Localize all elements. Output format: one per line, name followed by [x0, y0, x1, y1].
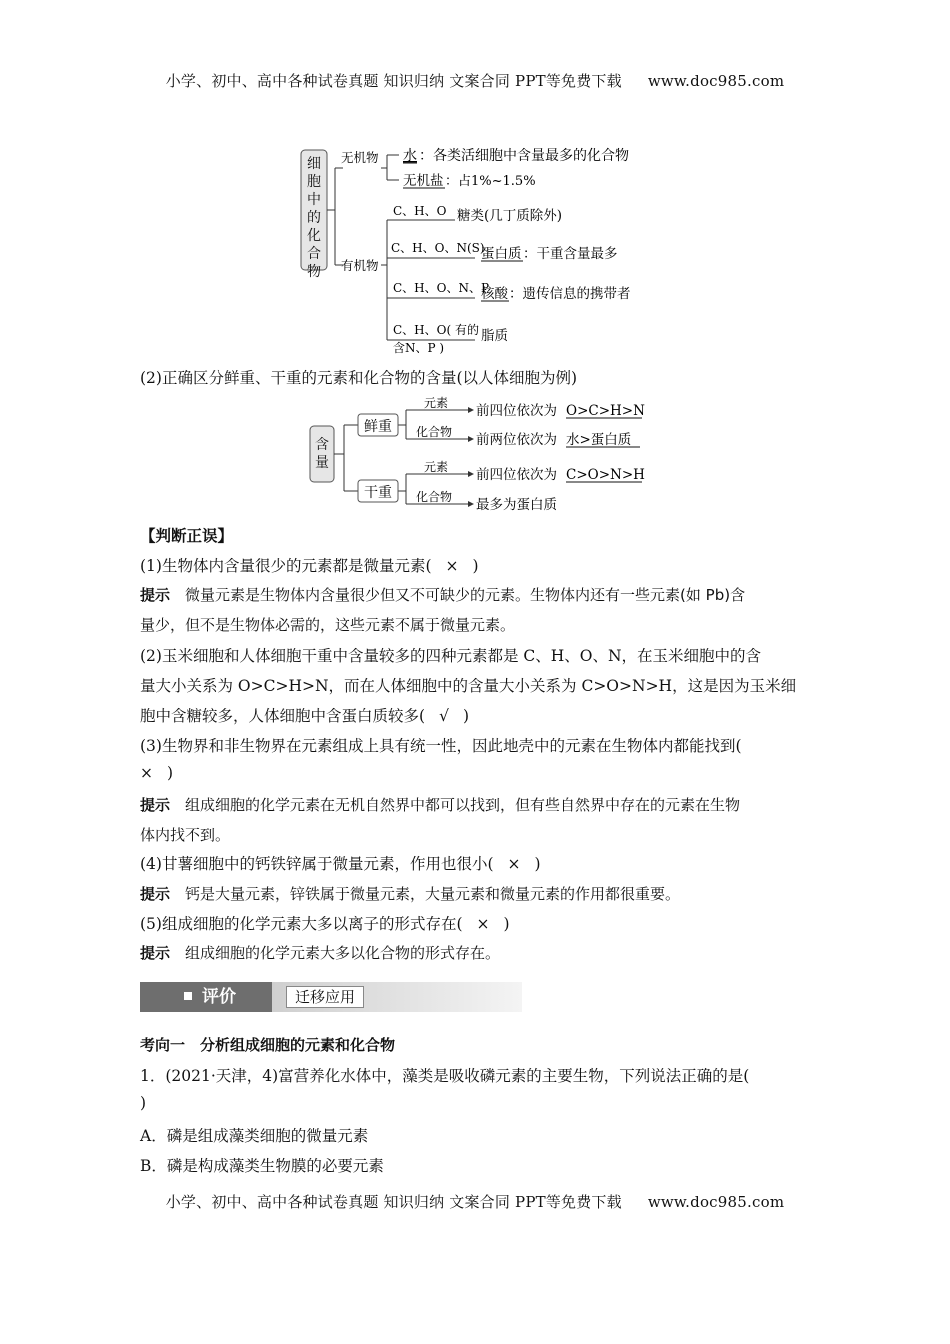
- q4-text: (4)甘薯细胞中的钙铁锌属于微量元素，作用也很小(: [140, 855, 494, 873]
- footer-site: www.doc985.com: [647, 1193, 785, 1211]
- el-nucleic: C、H、O、N、P: [393, 281, 490, 295]
- salt-desc: ：占1%~1.5%: [445, 174, 536, 189]
- compound-diagram: [295, 140, 675, 360]
- hint-5: [140, 942, 820, 963]
- hint-label-1: 提示: [140, 586, 171, 604]
- water-label: 水: [403, 148, 417, 164]
- item-protein: 蛋白质: [481, 246, 522, 262]
- hint-1a: [140, 584, 820, 605]
- judge-q4: (4)甘薯细胞中的钙铁锌属于微量元素，作用也很小( × ): [140, 855, 541, 873]
- hint-label-5: 提示: [140, 944, 171, 962]
- fresh-compound-text: 前两位依次为: [476, 432, 557, 448]
- dry-element-value: C>O>N>H: [566, 467, 645, 483]
- content-diagram: [308, 394, 648, 514]
- option-a: A．磷是组成藻类细胞的微量元素: [140, 1127, 369, 1145]
- fresh-compound-label: 化合物: [416, 425, 453, 439]
- el-lipid-b: 含N、P ): [393, 341, 445, 355]
- salt-label: 无机盐: [403, 173, 444, 189]
- protein-desc: ：干重含量最多: [523, 246, 618, 262]
- q2-mark: √: [439, 707, 449, 725]
- square-icon: [184, 992, 192, 1000]
- section-banner: [140, 982, 522, 1012]
- content-root-label: 含量: [315, 437, 329, 471]
- q1-text: (1)生物体内含量很少的元素都是微量元素(: [140, 557, 432, 575]
- page-header: [0, 70, 950, 91]
- hint-5-text: 组成细胞的化学元素大多以化合物的形式存在。: [185, 944, 501, 962]
- compound-root-label: 细胞中的化合物: [307, 156, 321, 280]
- fresh-element-text: 前四位依次为: [476, 403, 557, 419]
- item-carb: 糖类(几丁质除外): [457, 208, 563, 224]
- inorganic-label: 无机物: [341, 150, 379, 165]
- hint-4-text: 钙是大量元素，锌铁属于微量元素，大量元素和微量元素的作用都很重要。: [185, 885, 681, 903]
- item-nucleic: 核酸: [481, 286, 508, 302]
- footer-text: 小学、初中、高中各种试卷真题 知识归纳 文案合同 PPT等免费下载: [165, 1193, 622, 1211]
- fresh-compound-value: 水>蛋白质: [566, 432, 632, 448]
- hint-label-3: 提示: [140, 796, 171, 814]
- header-site: www.doc985.com: [647, 72, 785, 90]
- exam-direction: 考向一 分析组成细胞的元素和化合物: [140, 1036, 396, 1054]
- el-carb: C、H、O: [393, 204, 447, 218]
- q4-mark: ×: [507, 855, 521, 873]
- q2-text: 胞中含糖较多，人体细胞中含蛋白质较多(: [140, 707, 426, 725]
- el-protein: C、H、O、N(S): [391, 241, 485, 255]
- hint-3a-text: 组成细胞的化学元素在无机自然界中都可以找到，但有些自然界中存在的元素在生物: [185, 796, 741, 814]
- hint-1b: 量少，但不是生物体必需的，这些元素不属于微量元素。: [140, 616, 516, 634]
- fresh-element-label: 元素: [424, 396, 449, 410]
- fresh-weight-label: 鲜重: [364, 419, 392, 435]
- hint-4: [140, 883, 820, 904]
- option-b: B．磷是构成藻类生物膜的必要元素: [140, 1157, 384, 1175]
- q3-mark: ×: [140, 764, 153, 782]
- judge-q1: (1)生物体内含量很少的元素都是微量元素( × ): [140, 557, 479, 575]
- hint-label-4: 提示: [140, 885, 171, 903]
- q1-mark: ×: [445, 557, 459, 575]
- section2-title: (2)正确区分鲜重、干重的元素和化合物的含量(以人体细胞为例): [140, 369, 578, 387]
- hint-3a: [140, 794, 820, 815]
- judge-q2b: 量大小关系为 O>C>H>N，而在人体细胞中的含量大小关系为 C>O>N>H，这是因为玉米细: [140, 677, 797, 695]
- el-lipid-a: C、H、O( 有的: [393, 323, 479, 337]
- content-root-box: [310, 426, 334, 482]
- water-desc: ：各类活细胞中含量最多的化合物: [419, 148, 629, 164]
- judge-heading: 【判断正误】: [140, 526, 234, 545]
- judge-q3b: × ): [140, 764, 174, 782]
- dry-element-label: 元素: [424, 460, 449, 474]
- header-text: 小学、初中、高中各种试卷真题 知识归纳 文案合同 PPT等免费下载: [165, 72, 622, 90]
- q5-text: (5)组成细胞的化学元素大多以离子的形式存在(: [140, 915, 463, 933]
- judge-q2c: 胞中含糖较多，人体细胞中含蛋白质较多( √ ): [140, 707, 470, 725]
- fresh-element-value: O>C>H>N: [566, 403, 645, 419]
- dry-compound-label: 化合物: [416, 490, 453, 504]
- banner-right-label: 迁移应用: [286, 986, 364, 1008]
- hint-3b: 体内找不到。: [140, 826, 231, 844]
- dry-element-text: 前四位依次为: [476, 467, 557, 483]
- nucleic-desc: ：遗传信息的携带者: [509, 286, 631, 302]
- organic-label: 有机物: [341, 258, 379, 273]
- exam-q1b: ): [140, 1094, 147, 1112]
- exam-q1a: 1．(2021·天津，4)富营养化水体中，藻类是吸收磷元素的主要生物，下列说法正确的是(: [140, 1067, 750, 1085]
- banner-dark: [140, 982, 272, 1012]
- judge-q3a: (3)生物界和非生物界在元素组成上具有统一性，因此地壳中的元素在生物体内都能找到(: [140, 737, 742, 755]
- dry-weight-label: 干重: [364, 485, 392, 501]
- judge-q5: (5)组成细胞的化学元素大多以离子的形式存在( × ): [140, 915, 510, 933]
- item-lipid: 脂质: [481, 328, 508, 344]
- q5-mark: ×: [476, 915, 490, 933]
- dry-compound-text: 最多为蛋白质: [476, 497, 557, 513]
- page-footer: [0, 1191, 950, 1212]
- hint-1a-text: 微量元素是生物体内含量很少但又不可缺少的元素。生物体内还有一些元素(如 Pb)含: [185, 586, 746, 604]
- judge-q2a: (2)玉米细胞和人体细胞干重中含量较多的四种元素都是 C、H、O、N，在玉米细胞中的含: [140, 647, 762, 665]
- banner-left-label: 评价: [202, 987, 236, 1007]
